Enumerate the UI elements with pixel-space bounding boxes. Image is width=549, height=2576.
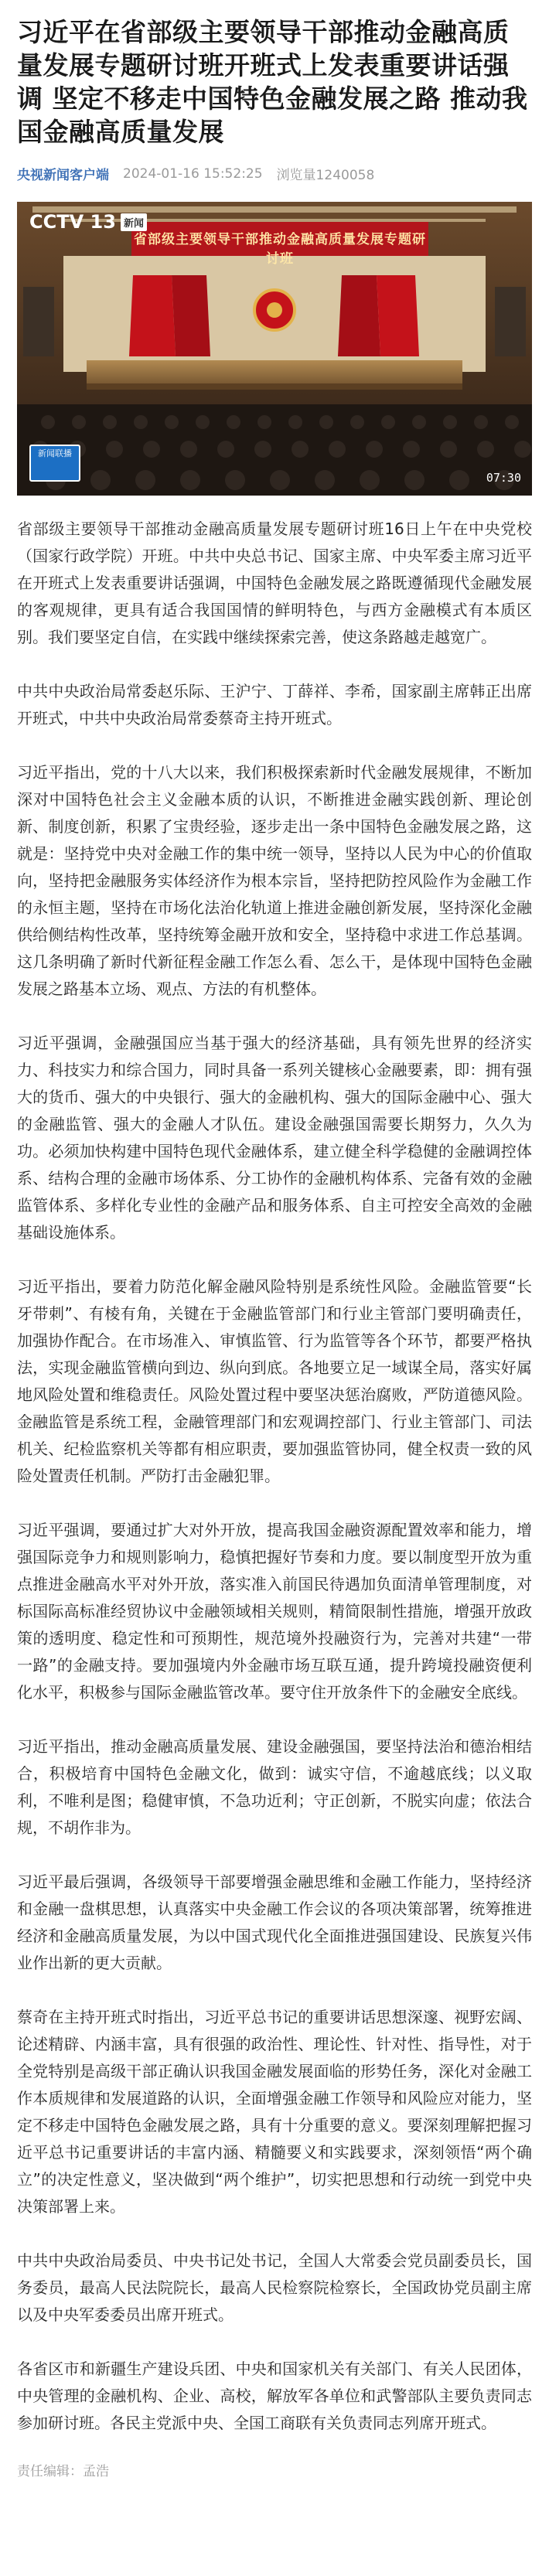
source-link[interactable]: 央视新闻客户端 bbox=[17, 168, 109, 183]
paragraph: 蔡奇在主持开班式时指出，习近平总书记的重要讲话思想深邃、视野宏阔、论述精辟、内涵丰富，具有很强的政治性、理论性、针对性、指导性，对于全党特别是高级干部正确认识我国金融发展面临的形势任务，深化对金融工作本质规律和发展道路的认识，全面增强金融工作领导和风险应对能力，坚定不移走中国特色金融发展之路，具有十分重要的意义。要深刻理解把握习近平总书记重要讲话的丰富内涵、精髓要义和实践要求，深刻领悟“两个确立”的决定性意义，坚决做到“两个维护”，切实把思想和行动统一到党中央决策部署上来。 bbox=[17, 2008, 532, 2216]
article-body bbox=[17, 516, 532, 2437]
paragraph: 习近平指出，推动金融高质量发展、建设金融强国，要坚持法治和德治相结合，积极培育中国特色金融文化，做到：诚实守信，不逾越底线；以义取利，不唯利是图；稳健审慎，不急功近利；守正创新，不脱实向虚；依法合规，不胡作非为。 bbox=[17, 1737, 532, 1837]
video-timecode: 07:30 bbox=[486, 471, 521, 485]
channel-sub: 新闻 bbox=[121, 213, 147, 231]
article-page bbox=[0, 15, 549, 2479]
channel-name: CCTV 13 bbox=[29, 211, 116, 233]
paragraph: 中共中央政治局常委赵乐际、王沪宁、丁薛祥、李希，国家副主席韩正出席开班式，中共中央政治局常委蔡奇主持开班式。 bbox=[17, 682, 532, 727]
paragraph: 习近平最后强调，各级领导干部要增强金融思维和金融工作能力，坚持经济和金融一盘棋思想，认真落实中央金融工作会议的各项决策部署，统筹推进经济和金融高质量发展，为以中国式现代化全面推进强国建设、民族复兴伟业作出新的更大贡献。 bbox=[17, 1872, 532, 1972]
paragraph: 习近平强调，金融强国应当基于强大的经济基础，具有领先世界的经济实力、科技实力和综合国力，同时具备一系列关键核心金融要素，即：拥有强大的货币、强大的中央银行、强大的金融机构、强大的国际金融中心、强大的金融监管、强大的金融人才队伍。建设金融强国需要长期努力，久久为功。必须加快构建中国特色现代金融体系，建立健全科学稳健的金融调控体系、结构合理的金融市场体系、分工协作的金融机构体系、完备有效的金融监管体系、多样化专业性的金融产品和服务体系、自主可控安全高效的金融基础设施体系。 bbox=[17, 1034, 532, 1242]
paragraph: 各省区市和新疆生产建设兵团、中央和国家机关有关部门、有关人民团体，中央管理的金融机构、企业、高校，解放军各单位和武警部队主要负责同志参加研讨班。各民主党派中央、全国工商联有关负责同志列席开班式。 bbox=[17, 2360, 532, 2432]
responsible-editor: 责任编辑：孟浩 bbox=[17, 2464, 109, 2479]
paragraph: 省部级主要领导干部推动金融高质量发展专题研讨班16日上午在中央党校（国家行政学院）开班。中共中央总书记、国家主席、中央军委主席习近平在开班式上发表重要讲话强调，中国特色金融发展之路既遵循现代金融发展的客观规律，更具有适合我国国情的鲜明特色，与西方金融模式有本质区别。我们要坚定自信，在实践中继续探索完善，使这条路越走越宽广。 bbox=[17, 520, 532, 646]
cctv-logo-icon bbox=[29, 211, 147, 233]
paragraph: 习近平指出，要着力防范化解金融风险特别是系统性风险。金融监管要“长牙带刺”、有棱有角，关键在于金融监管部门和行业主管部门要明确责任，加强协作配合。在市场准入、审慎监管、行为监管等各个环节，都要严格执法，实现金融监管横向到边、纵向到底。各地要立足一域谋全局，落实好属地风险处置和维稳责任。风险处置过程中要坚决惩治腐败，严防道德风险。金融监管是系统工程，金融管理部门和宏观调控部门、行业主管部门、司法机关、纪检监察机关等都有相应职责，要加强监管协同，健全权责一致的风险处置责任机制。严防打击金融犯罪。 bbox=[17, 1277, 532, 1485]
article-title: 习近平在省部级主要领导干部推动金融高质量发展专题研讨班开班式上发表重要讲话强调 坚定不移走中国特色金融发展之路 推动我国金融高质量发展 bbox=[17, 17, 528, 147]
program-bug: 新闻联播 bbox=[29, 445, 80, 482]
article-meta bbox=[17, 164, 532, 183]
publish-datetime: 2024-01-16 15:52:25 bbox=[123, 165, 263, 182]
paragraph: 中共中央政治局委员、中央书记处书记，全国人大常委会党员副委员长，国务委员，最高人民法院院长，最高人民检察院检察长，全国政协党员副主席以及中央军委委员出席开班式。 bbox=[17, 2251, 532, 2324]
paragraph: 习近平指出，党的十八大以来，我们积极探索新时代金融发展规律，不断加深对中国特色社会主义金融本质的认识，不断推进金融实践创新、理论创新、制度创新，积累了宝贵经验，逐步走出一条中国特色金融发展之路，这就是：坚持党中央对金融工作的集中统一领导，坚持以人民为中心的价值取向，坚持把金融服务实体经济作为根本宗旨，坚持把防控风险作为金融工作的永恒主题，坚持在市场化法治化轨道上推进金融创新发展，坚持深化金融供给侧结构性改革，坚持统筹金融开放和安全，坚持稳中求进工作总基调。这几条明确了新时代新征程金融工作怎么看、怎么干，是体现中国特色金融发展之路基本立场、观点、方法的有机整体。 bbox=[17, 763, 532, 998]
view-count: 浏览量1240058 bbox=[276, 168, 375, 183]
video-player[interactable] bbox=[17, 202, 532, 496]
meeting-banner: 省部级主要领导干部推动金融高质量发展专题研讨班 bbox=[134, 232, 426, 267]
paragraph: 习近平强调，要通过扩大对外开放，提高我国金融资源配置效率和能力，增强国际竞争力和规则影响力，稳慎把握好节奏和力度。要以制度型开放为重点推进金融高水平对外开放，落实准入前国民待遇加负面清单管理制度，对标国际高标准经贸协议中金融领域相关规则，精简限制性措施，增强开放政策的透明度、稳定性和可预期性，规范境外投融资行为，完善对共建“一带一路”的金融支持。要加强境内外金融市场互联互通，提升跨境投融资便利化水平，积极参与国际金融监管改革。要守住开放条件下的金融安全底线。 bbox=[17, 1521, 532, 1702]
